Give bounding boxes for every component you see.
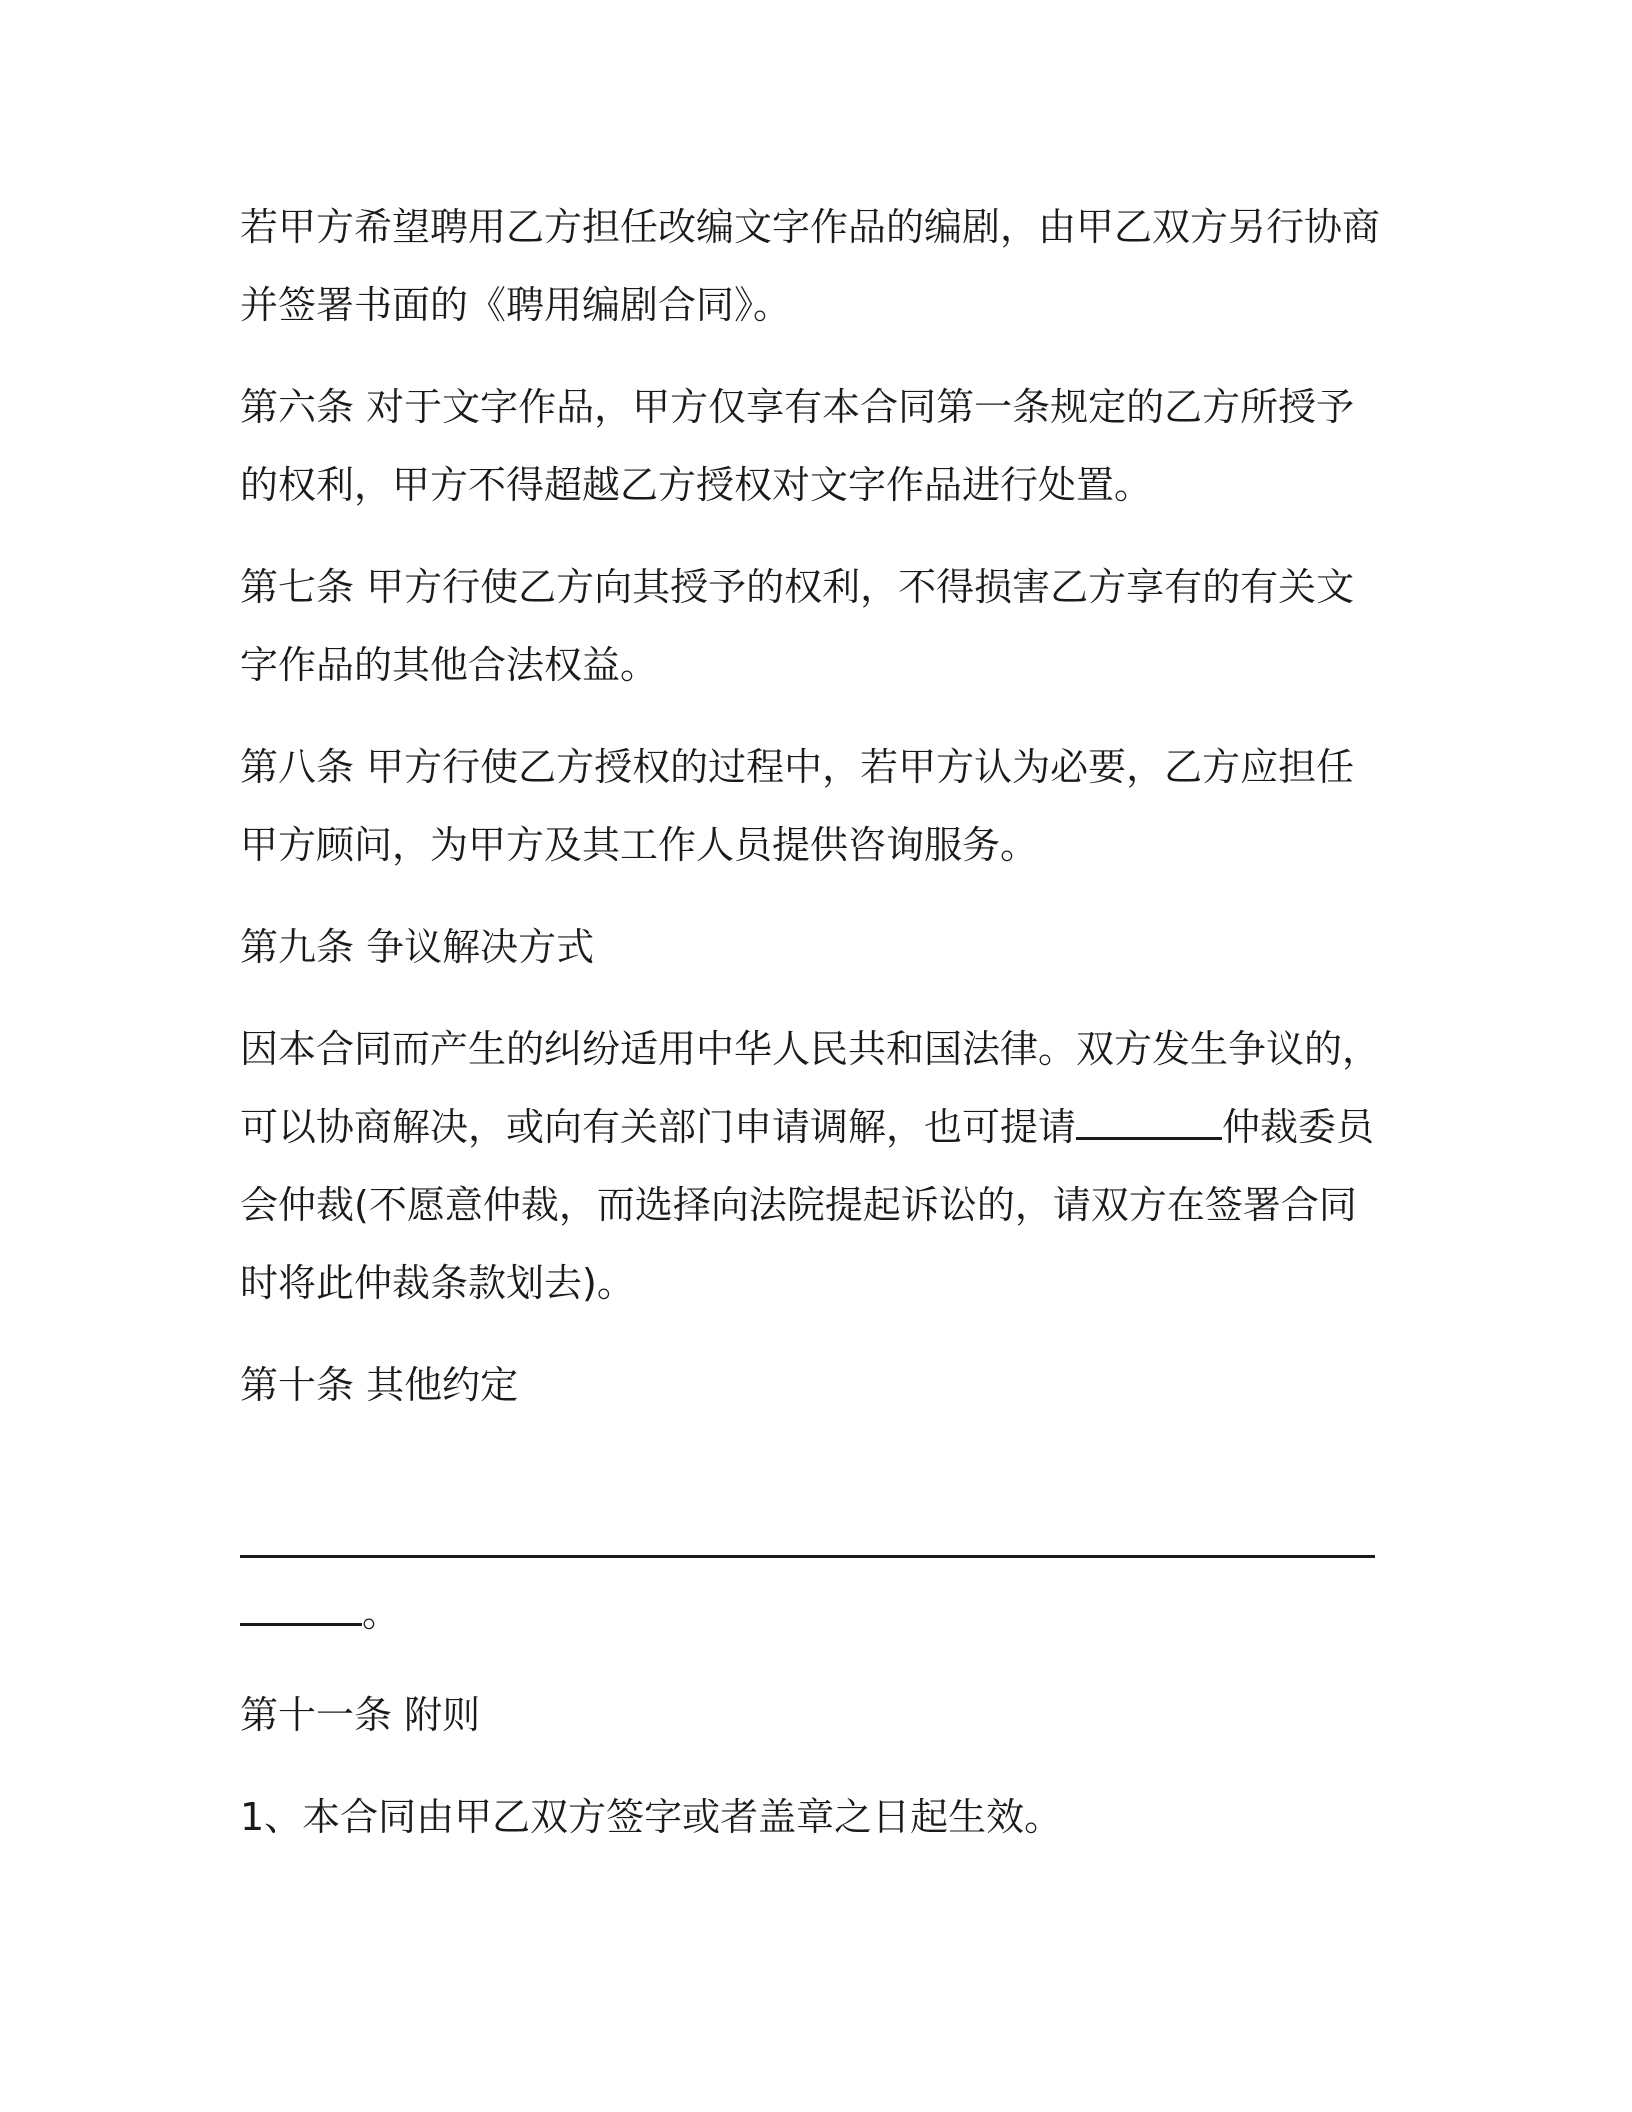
document-body xyxy=(240,188,1380,1880)
fill-line-end-mark: 。 xyxy=(362,1591,401,1635)
article-11-clause-1: 1、本合同由甲乙双方签字或者盖章之日起生效。 xyxy=(240,1795,1063,1839)
article-9-heading: 第九条 争议解决方式 xyxy=(240,925,595,969)
article-11-heading: 第十一条 附则 xyxy=(240,1693,481,1737)
fill-line-short-row xyxy=(240,1574,1380,1652)
arbitration-commission-blank xyxy=(1076,1103,1222,1140)
article-9-body xyxy=(240,1010,1380,1322)
article-6: 第六条 对于文字作品，甲方仅享有本合同第一条规定的乙方所授予的权利，甲方不得超越乙方授权对文字作品进行处置。 xyxy=(240,385,1355,507)
article-9-text-before-blank: 因本合同而产生的纠纷适用中华人民共和国法律。双方发生争议的，可以协商解决，或向有关部门申请调解，也可提请 xyxy=(240,1027,1381,1149)
fill-line-short xyxy=(240,1583,362,1626)
article-8: 第八条 甲方行使乙方授权的过程中，若甲方认为必要，乙方应担任甲方顾问，为甲方及其工作人员提供咨询服务。 xyxy=(240,745,1355,867)
paragraph-screenwriter-hire: 若甲方希望聘用乙方担任改编文字作品的编剧，由甲乙双方另行协商并签署书面的《聘用编剧合同》。 xyxy=(240,205,1381,327)
article-10-heading: 第十条 其他约定 xyxy=(240,1363,519,1407)
article-9-text-after-blank: 仲裁委员会仲裁(不愿意仲裁，而选择向法院提起诉讼的，请双方在签署合同时将此仲裁条款划去)。 xyxy=(240,1105,1375,1305)
other-agreements-fill-lines xyxy=(240,1496,1380,1652)
fill-line-long xyxy=(240,1496,1375,1574)
article-7: 第七条 甲方行使乙方向其授予的权利，不得损害乙方享有的有关文字作品的其他合法权益。 xyxy=(240,565,1355,687)
